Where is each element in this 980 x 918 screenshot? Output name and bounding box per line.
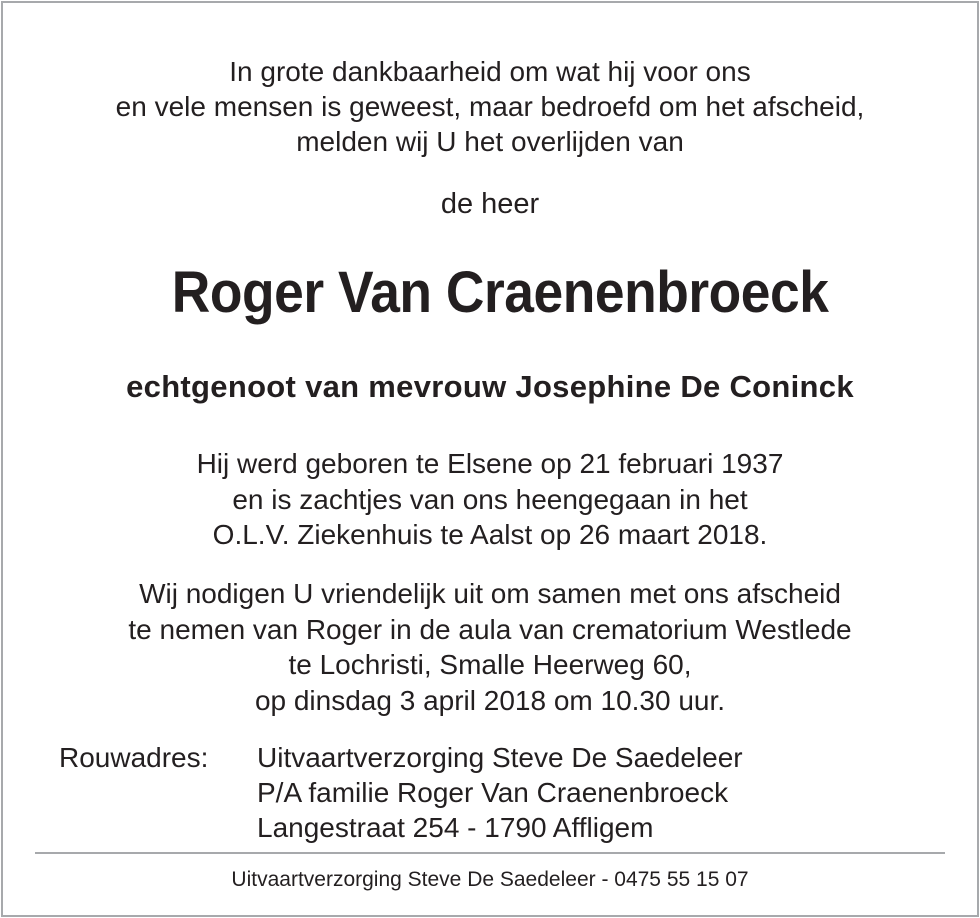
invitation-line: te Lochristi, Smalle Heerweg 60,: [288, 649, 692, 680]
invitation-line: Wij nodigen U vriendelijk uit om samen met ons afscheid: [139, 578, 841, 609]
address-line: P/A familie Roger Van Craenenbroeck: [257, 777, 729, 808]
address-line: Uitvaartverzorging Steve De Saedeleer: [257, 742, 743, 773]
birth-death-text: [0, 446, 980, 553]
deceased-name: Roger Van Craenenbroeck: [171, 260, 829, 325]
invitation-line: op dinsdag 3 april 2018 om 10.30 uur.: [254, 684, 726, 716]
mourning-address-label: Rouwadres:: [59, 742, 209, 773]
invitation-text: [0, 576, 980, 718]
intro-line: In grote dankbaarheid om wat hij voor ons: [229, 56, 751, 87]
intro-text: [0, 54, 980, 159]
birth-death-line: Hij werd geboren te Elsene op 21 februari 1937: [196, 448, 784, 479]
intro-line: en vele mensen is geweest, maar bedroefd om het afscheid,: [115, 91, 865, 122]
footer-contact: Uitvaartverzorging Steve De Saedeleer - 0475 55 15 07: [231, 868, 749, 891]
birth-death-line: en is zachtjes van ons heengegaan in het: [232, 483, 748, 515]
birth-death-line: O.L.V. Ziekenhuis te Aalst op 26 maart 2018.: [212, 519, 768, 550]
invitation-line: te nemen van Roger in de aula van crematorium Westlede: [128, 613, 852, 645]
mourning-address-lines: [257, 740, 743, 845]
spouse-line: echtgenoot van mevrouw Josephine De Coninck: [126, 369, 854, 404]
footer-divider: [35, 852, 945, 854]
address-line: Langestraat 254 - 1790 Affligem: [257, 812, 654, 843]
intro-line: melden wij U het overlijden van: [296, 126, 684, 157]
title-prefix: de heer: [440, 188, 540, 220]
